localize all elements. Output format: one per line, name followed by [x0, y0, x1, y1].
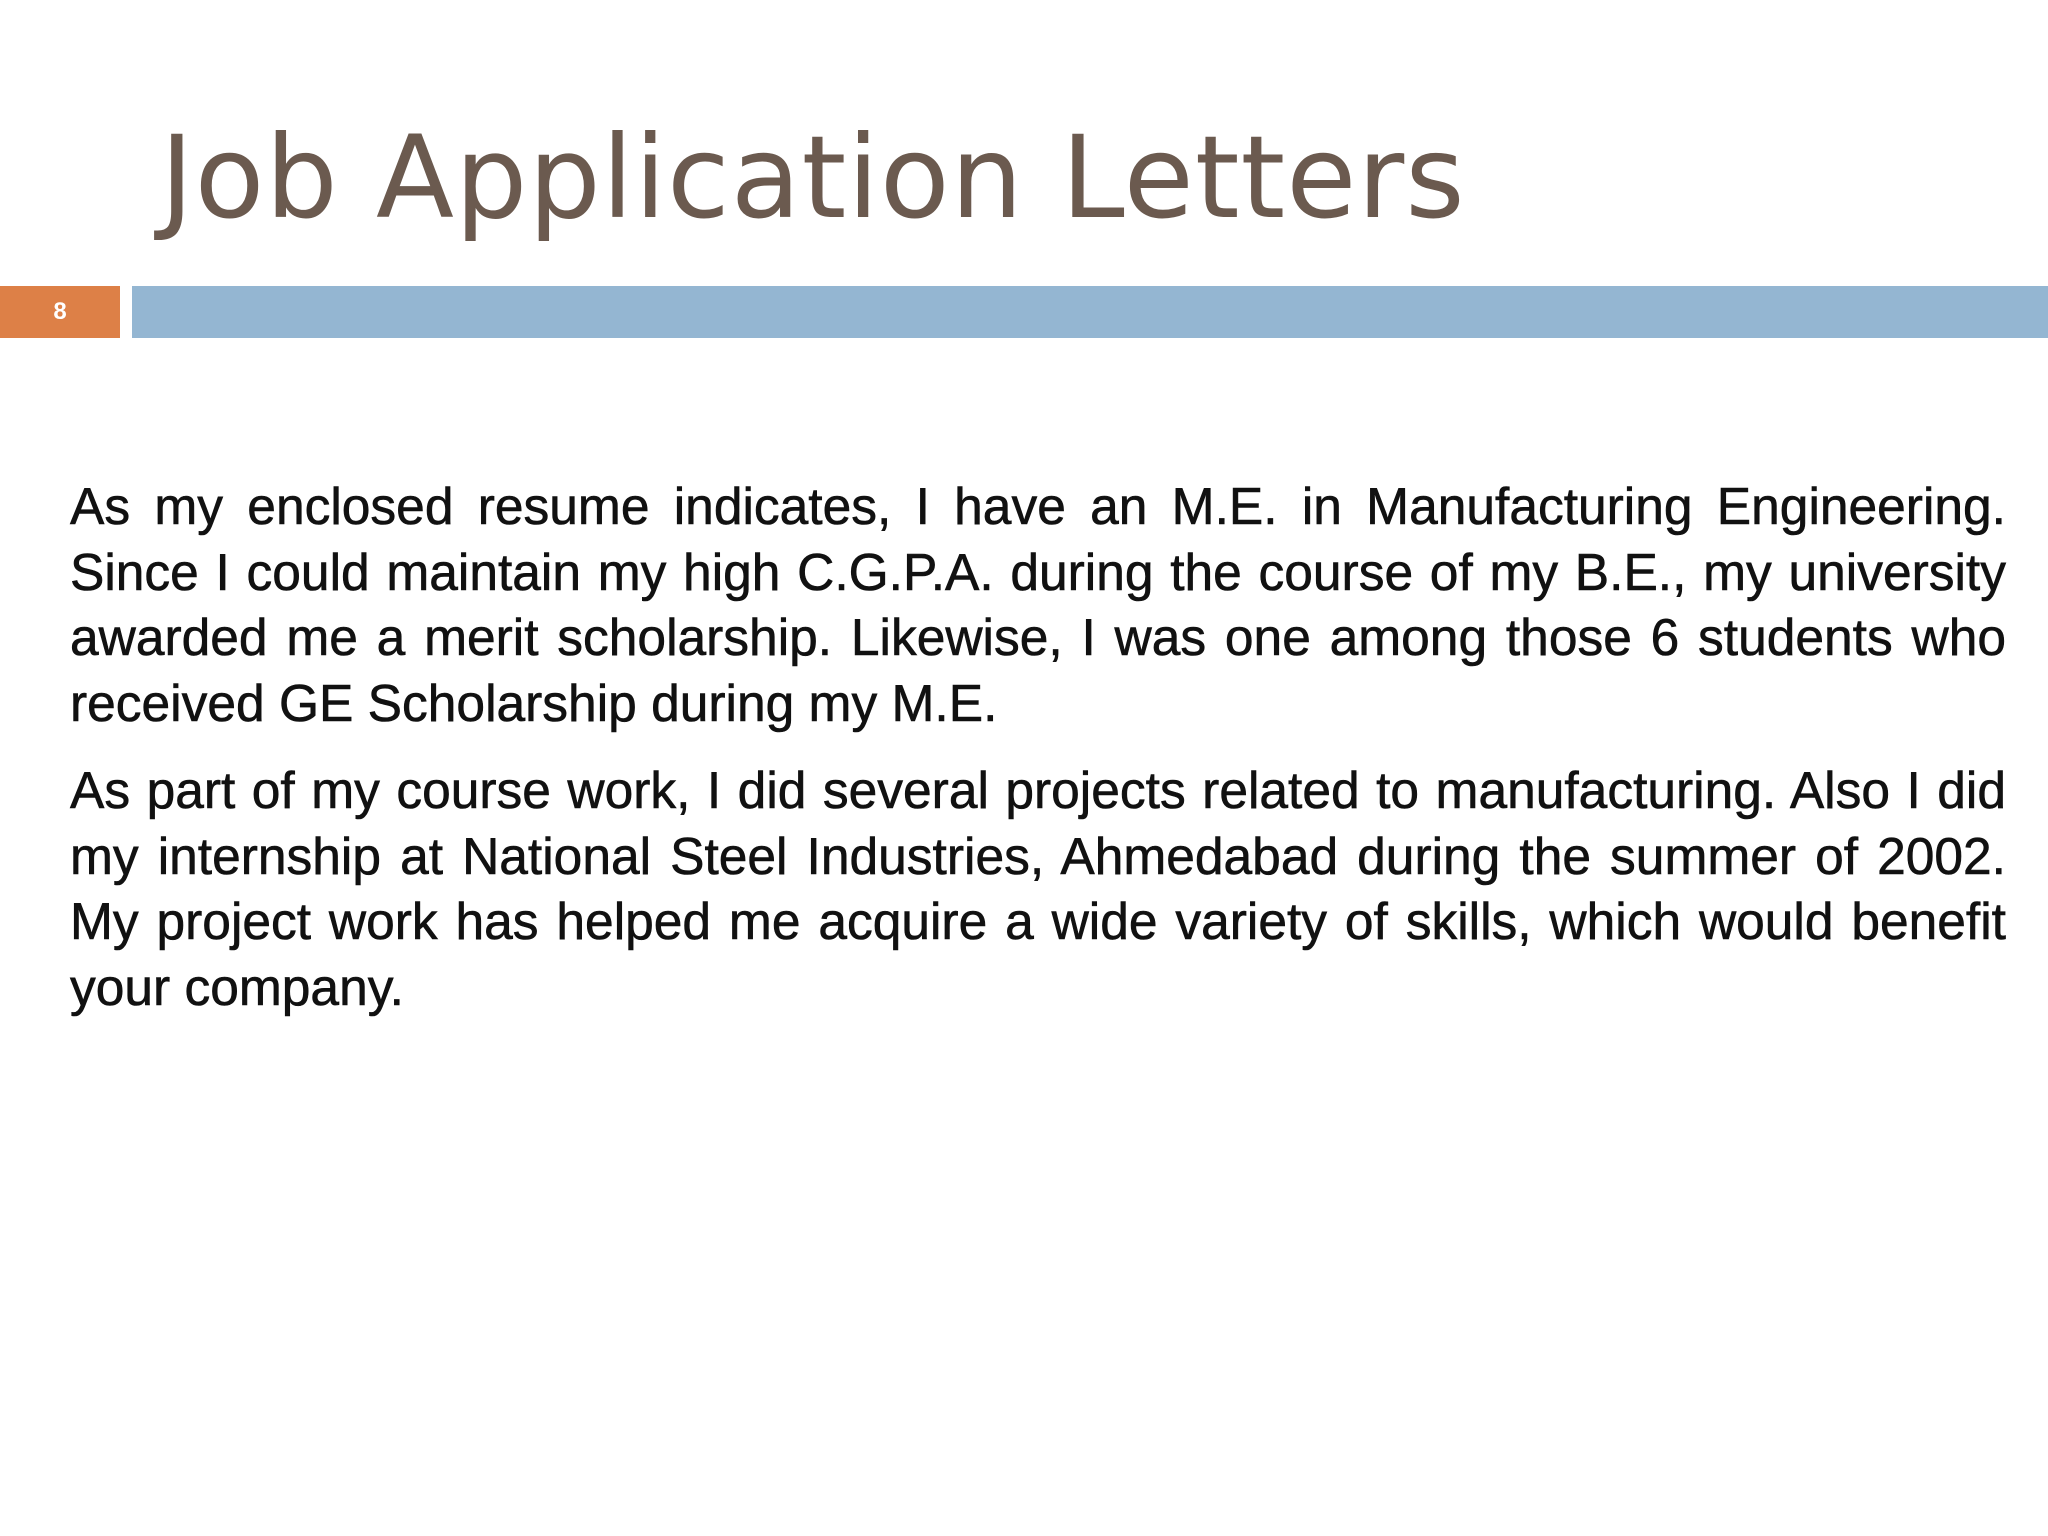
paragraph-experience: As part of my course work, I did several projects related to manufacturing. Also I did my internship at National Steel Industries, Ahmedabad during the summer of 2002. My project work has helped me acquire a wide variety of skills, which would benefit your company. — [70, 761, 2006, 1016]
slide-number: 8 — [0, 286, 120, 338]
letter-body — [70, 474, 2006, 1042]
paragraph-qualifications: As my enclosed resume indicates, I have an M.E. in Manufacturing Engineering. Since I could maintain my high C.G.P.A. during the course of my B.E., my university awarded me a merit scholarship. Likewise, I was one among those 6 students who received GE Scholarship during my M.E. — [70, 477, 2006, 732]
slide-title: Job Application Letters — [160, 111, 1466, 244]
title-rule — [132, 286, 2048, 338]
